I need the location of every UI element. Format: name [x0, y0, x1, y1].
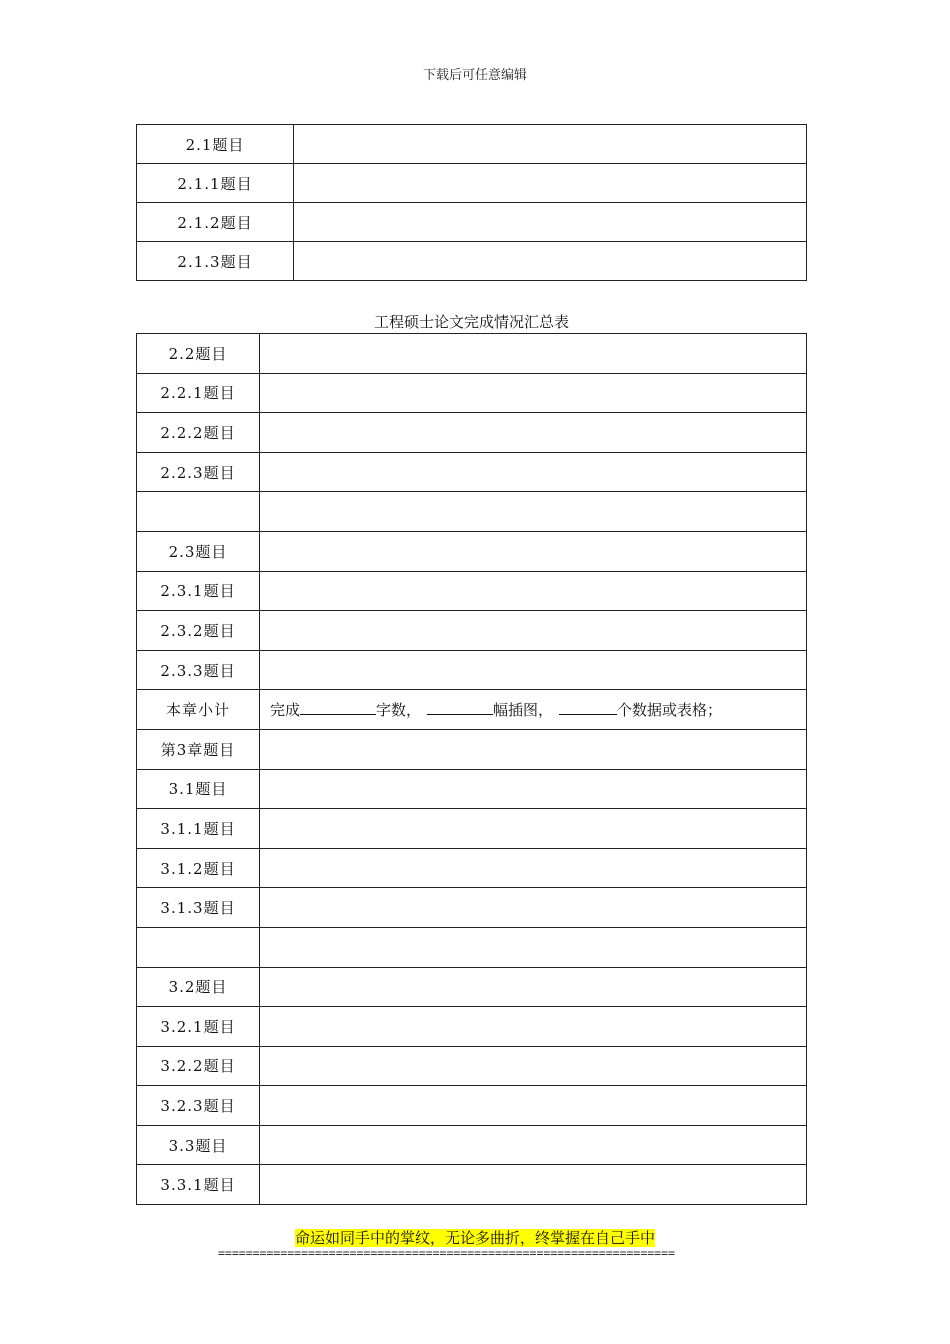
- fill-in-blank[interactable]: [427, 700, 493, 715]
- row-content-cell[interactable]: [260, 334, 807, 374]
- table-row: [137, 125, 807, 164]
- table-row: [137, 1086, 807, 1126]
- table-row: [137, 452, 807, 492]
- row-content-cell[interactable]: [260, 1007, 807, 1047]
- row-label: 3.2.3题目: [137, 1086, 260, 1126]
- row-content-cell[interactable]: [260, 729, 807, 769]
- table-row: [137, 967, 807, 1007]
- row-label: 3.1.3题目: [137, 888, 260, 928]
- row-content-cell[interactable]: [260, 888, 807, 928]
- row-content-cell[interactable]: [294, 164, 807, 203]
- row-label: 3.1.1题目: [137, 809, 260, 849]
- summary-text: 字数，: [376, 701, 422, 720]
- row-content-cell[interactable]: [260, 413, 807, 453]
- row-label: 2.2.2题目: [137, 413, 260, 453]
- row-content-cell[interactable]: [260, 1165, 807, 1205]
- table-row: [137, 242, 807, 281]
- summary-text: 幅插图，: [493, 701, 554, 720]
- row-content-cell[interactable]: [260, 967, 807, 1007]
- motto-text: 命运如同手中的掌纹，无论多曲折，终掌握在自己手中: [294, 1229, 655, 1247]
- row-content-cell[interactable]: [260, 769, 807, 809]
- row-label: 2.1.2题目: [137, 203, 294, 242]
- table-row: [137, 769, 807, 809]
- table-row: [137, 1165, 807, 1205]
- table-row: [137, 413, 807, 453]
- table-row: [137, 611, 807, 651]
- thesis-summary-table: [136, 333, 807, 1205]
- table-row: [137, 888, 807, 928]
- row-label: 3.1题目: [137, 769, 260, 809]
- row-label: 第3章题目: [137, 729, 260, 769]
- row-label: 2.1题目: [137, 125, 294, 164]
- row-label: 3.3题目: [137, 1125, 260, 1165]
- row-label: 本章小计: [137, 690, 260, 730]
- row-content-cell[interactable]: [260, 1125, 807, 1165]
- table-row: [137, 492, 807, 532]
- row-label: 3.2题目: [137, 967, 260, 1007]
- table-row: [137, 809, 807, 849]
- row-label: 2.3.2题目: [137, 611, 260, 651]
- chapter-summary-cell[interactable]: [260, 690, 807, 730]
- row-label: 3.2.2题目: [137, 1046, 260, 1086]
- row-content-cell[interactable]: [260, 650, 807, 690]
- row-content-cell[interactable]: [260, 611, 807, 651]
- thesis-table-part1: [136, 124, 807, 281]
- row-label: 3.2.1题目: [137, 1007, 260, 1047]
- table-row: [137, 690, 807, 730]
- row-label: 2.3.1题目: [137, 571, 260, 611]
- row-content-cell[interactable]: [260, 531, 807, 571]
- fill-in-blank[interactable]: [300, 700, 376, 715]
- fill-in-blank[interactable]: [559, 700, 617, 715]
- row-content-cell[interactable]: [294, 125, 807, 164]
- row-label: 2.1.3题目: [137, 242, 294, 281]
- row-label: 2.3.3题目: [137, 650, 260, 690]
- row-label: [137, 492, 260, 532]
- row-label: 3.3.1题目: [137, 1165, 260, 1205]
- row-label: [137, 927, 260, 967]
- row-content-cell[interactable]: [260, 571, 807, 611]
- row-content-cell[interactable]: [260, 1046, 807, 1086]
- divider-rule: ==================================================================: [218, 1246, 675, 1260]
- table-row: [137, 334, 807, 374]
- row-content-cell[interactable]: [260, 848, 807, 888]
- table-row: [137, 203, 807, 242]
- table-row: [137, 531, 807, 571]
- table-row: [137, 1125, 807, 1165]
- table-row: [137, 571, 807, 611]
- row-label: 2.2.1题目: [137, 373, 260, 413]
- summary-text: 个数据或表格；: [617, 701, 723, 720]
- table-row: [137, 373, 807, 413]
- table-row: [137, 729, 807, 769]
- row-content-cell[interactable]: [260, 927, 807, 967]
- table-row: [137, 164, 807, 203]
- row-content-cell[interactable]: [260, 452, 807, 492]
- row-content-cell[interactable]: [260, 1086, 807, 1126]
- row-label: 2.1.1题目: [137, 164, 294, 203]
- table-row: [137, 1007, 807, 1047]
- table-row: [137, 927, 807, 967]
- table-row: [137, 848, 807, 888]
- motto-line: [0, 1227, 950, 1248]
- row-content-cell[interactable]: [294, 203, 807, 242]
- summary-text: 完成: [270, 701, 301, 720]
- header-note: 下载后可任意编辑: [422, 68, 527, 83]
- row-label: 2.2题目: [137, 334, 260, 374]
- row-content-cell[interactable]: [260, 373, 807, 413]
- table-caption: 工程硕士论文完成情况汇总表: [373, 313, 569, 331]
- row-content-cell[interactable]: [260, 809, 807, 849]
- table-row: [137, 1046, 807, 1086]
- row-label: 2.3题目: [137, 531, 260, 571]
- row-content-cell[interactable]: [260, 492, 807, 532]
- row-label: 3.1.2题目: [137, 848, 260, 888]
- table-row: [137, 650, 807, 690]
- row-content-cell[interactable]: [294, 242, 807, 281]
- row-label: 2.2.3题目: [137, 452, 260, 492]
